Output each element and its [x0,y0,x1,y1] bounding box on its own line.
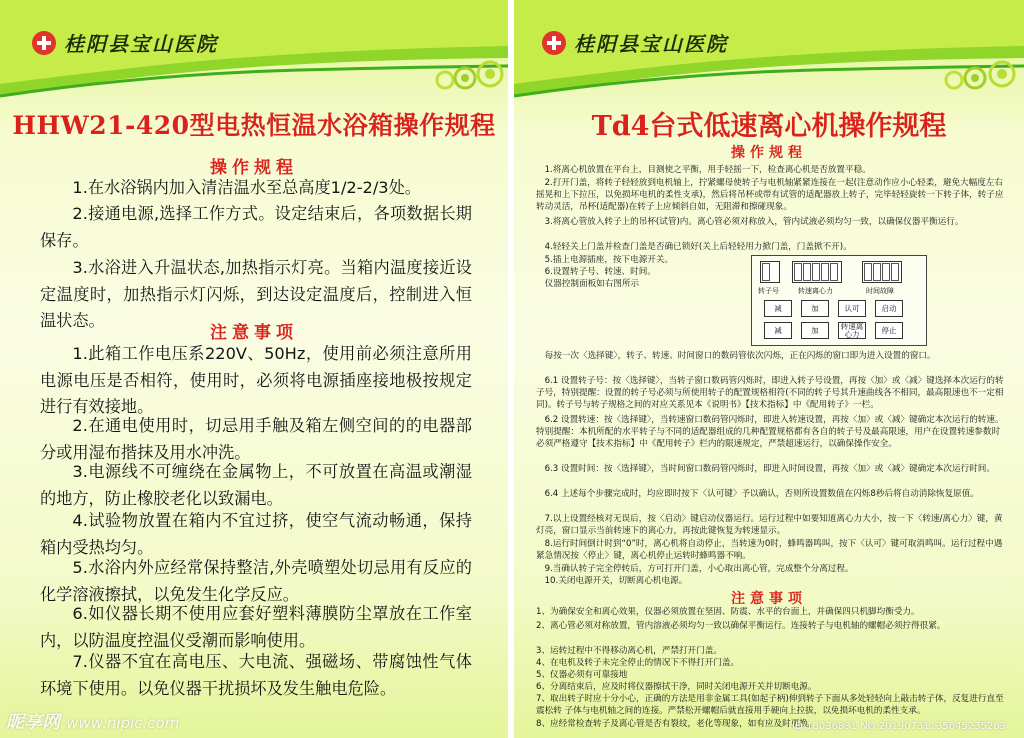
panel-button-increase: 加 [801,300,829,317]
list-item: 8.运行时间倒计时到“0”时，离心机将自动停止，当转速为0时，蜂鸣器鸣叫，按下〈认可〉键可取消鸣叫。运行过程中遇紧急情况按〈停止〉键，离心机停止运转时蜂鸣器不响。 [536,539,1003,562]
list-item: 6.设置转子号、转速、时间。 [544,267,656,277]
time-display [862,261,902,283]
list-item: 1.在水浴锅内加入清洁温水至总高度1/2-2/3处。 [72,178,421,197]
list-item: 4.试验物放置在箱内不宜过挤，使空气流动畅通，保持箱内受热均匀。 [40,511,472,557]
watermark-id: ID:18036831 NO:20190731135645235263 [792,721,1006,732]
list-item: 每按一次〈选择键〉，转子、转速、时间窗口的数码管依次闪烁，正在闪烁的窗口即为进入设置的窗口。 [544,351,936,361]
right-poster [514,0,1024,738]
list-item: 7.仪器不宜在高电压、大电流、强磁场、带腐蚀性气体环境下使用。以免仪器干扰损坏及发生触电危险。 [40,652,472,698]
list-item: 6.3 设置时间：按〈选择键〉，当时间窗口数码管闪烁时，即进入时间设置，再按〈加〉或〈减〉键确定本次运行时间。 [544,464,995,474]
panel-button-decrease: 减 [764,322,792,339]
panel-button-confirm: 认可 [838,300,866,317]
list-item: 6.1 设置转子号：按〈选择键〉，当转子窗口数码管闪烁时，即进入转子号设置，再按〈加〉或〈减〉键选择本次运行的转子号，特别提醒：设置的转子号必须与所使用转子的配置规格相符(不同的转子号其升速曲线各不相同，最高限速也不一定相同)。转子号与转子规格之间的对应关系见本《说明书》【技术指标】中《配用转子》一栏。 [536,376,1004,411]
hospital-name: 桂阳县宝山医院 [64,32,218,56]
list-item: 1.将离心机放置在平台上，目测使之平衡，用手轻摇一下，检查离心机是否放置平稳。 [544,165,871,175]
list-item: 3.将离心管放入转子上的吊杯(试管)内。离心管必须对称放入，管内试液必须均匀一致，以确保仪器平衡运行。 [544,217,964,227]
hospital-name: 桂阳县宝山医院 [574,32,728,56]
control-panel-diagram [751,255,927,346]
panel-button-decrease: 减 [764,300,792,317]
list-item: 6.2 设置转速：按〈选择键〉，当转速窗口数码管闪烁时，即进入转速设置，再按〈加〉或〈减〉键确定本次运行的转速。特别提醒：本机所配的水平转子与不同的适配器组成的几种配置规格都有各自的转子号及最高限速，用户在设置转速参数时必须严格遵守【技术指标】中《配用转子》栏内的限速规定，严禁超速运行，以确保操作安全。 [536,415,1004,450]
speed-display [792,261,842,283]
list-item: 3.电源线不可缠绕在金属物上，不可放置在高温或潮湿的地方，防止橡胶老化以致漏电。 [40,462,472,508]
list-item: 1.此箱工作电压系220V、50Hz，使用前必须注意所用电源电压是否相符，使用时，必须将电源插座接地极按规定进行有效接地。 [40,344,472,416]
display-label: 时间故障 [866,287,894,295]
list-item: 2.在通电使用时，切忌用手触及箱左侧空间的的电器部分或用湿布揩抹及用水冲洗。 [40,416,472,462]
left-poster [0,0,508,738]
list-item: 2、离心管必须对称放置，管内溶液必须均匀一致以确保平衡运行。连接转子与电机轴的螺帽必须拧得很紧。 [536,621,946,631]
list-item: 仪器控制面板如右图所示 [544,279,640,289]
list-item: 6.4 上述每个步骤完成时，均应即时按下〈认可键〉予以确认，否则所设置数值在闪烁8秒后将自动消除恢复原值。 [544,489,979,499]
list-item: 4.轻轻关上门盖并检查门盖是否确已锁好(关上后轻轻用力掀门盖，门盖掀不开)。 [544,242,852,252]
list-item: 2.接通电源,选择工作方式。设定结束后，各项数据长期保存。 [40,204,472,250]
list-item: 9.当确认转子完全停转后，方可打开门盖，小心取出离心管，完成整个分离过程。 [544,564,854,574]
list-item: 1、为确保安全和离心效果，仪器必须放置在坚固、防震、水平的台面上，并确保四只机脚均衡受力。 [536,607,920,617]
list-item: 4、在电机及转子未完全停止的情况下不得打开门盖。 [536,658,740,668]
medical-cross-icon [32,31,56,55]
panel-button-speed-force: 转速离心力 [838,322,866,339]
hospital-logo [32,28,218,57]
list-item: 7、取出转子时应十分小心，正确的方法是用非金属工具(如起子柄)伸到转子下面从多处轻轻向上敲击转子体，反复进行直至震松转 子体与电机轴之间的连接。严禁松开螺帽后就直接用手硬向上拉拔，以免损坏电机的柔性支承。 [536,694,1004,717]
section-heading-operation: 操作规程 [731,145,807,161]
list-item: 10.关闭电源开关，切断离心机电源。 [544,576,688,586]
list-item: 5.水浴内外应经常保持整洁,外壳喷塑处切忌用有反应的化学溶液擦拭，以免发生化学反应。 [40,558,472,604]
display-label: 转子号 [758,287,779,295]
page-title: Td4台式低速离心机操作规程 [591,111,947,142]
list-item: 5.插上电源插座，按下电源开关。 [544,255,674,265]
list-item: 2.打开门盖，将转子轻轻放到电机轴上，拧紧螺母使转子与电机轴紧紧连接在一起(注意动作应小心轻柔，避免大幅度左右摇晃和上下拉压，以免损坏电机的柔性支承)，然后将吊杯或带有试管的适配器放上转子，完毕轻轻旋转一下转子体，转子应转动灵活，吊杯(适配器)在转子上应倾斜自如，无阻滞和擦碰现象。 [536,178,1004,213]
panel-button-start: 启动 [875,300,903,317]
list-item: 3.水浴进入升温状态,加热指示灯亮。当箱内温度接近设定温度时，加热指示灯闪烁，到达设定温度后，控制进入恒温状态。 [40,258,472,330]
panel-button-stop: 停止 [875,322,903,339]
list-item: 8、应经常检查转子及离心管是否有裂纹，老化等现象，如有应及时更换。 [536,719,817,729]
section-heading-operation: 操作规程 [210,158,298,178]
display-label: 转速离心力 [798,287,833,295]
list-item: 7.以上设置经核对无误后，按〈启动〉键启动仪器运行。运行过程中如要知道离心力大小，按一下〈转速/离心力〉键，黄灯亮，窗口显示当前转速下的离心力，再按此键恢复为转速显示。 [536,514,1003,537]
hospital-logo [542,28,728,57]
medical-cross-icon [542,31,566,55]
watermark-logo: 昵享网 www.nipic.com [6,712,180,733]
page-title: HHW21-420型电热恒温水浴箱操作规程 [12,111,496,140]
list-item: 6.如仪器长期不使用应套好塑料薄膜防尘罩放在工作室内，以防温度控温仪受潮而影响使用。 [40,604,472,650]
section-heading-notes: 注意事项 [210,323,298,343]
section-heading-notes: 注意事项 [731,591,807,607]
list-item: 5、仪器必须有可靠接地 [536,670,628,680]
rotor-display [760,261,780,283]
list-item: 6、分离结束后，应及时将仪器擦拭干净，同时关闭电源开关并切断电源。 [536,682,817,692]
panel-button-increase: 加 [801,322,829,339]
list-item: 3、运转过程中不得移动离心机，严禁打开门盖。 [536,646,722,656]
